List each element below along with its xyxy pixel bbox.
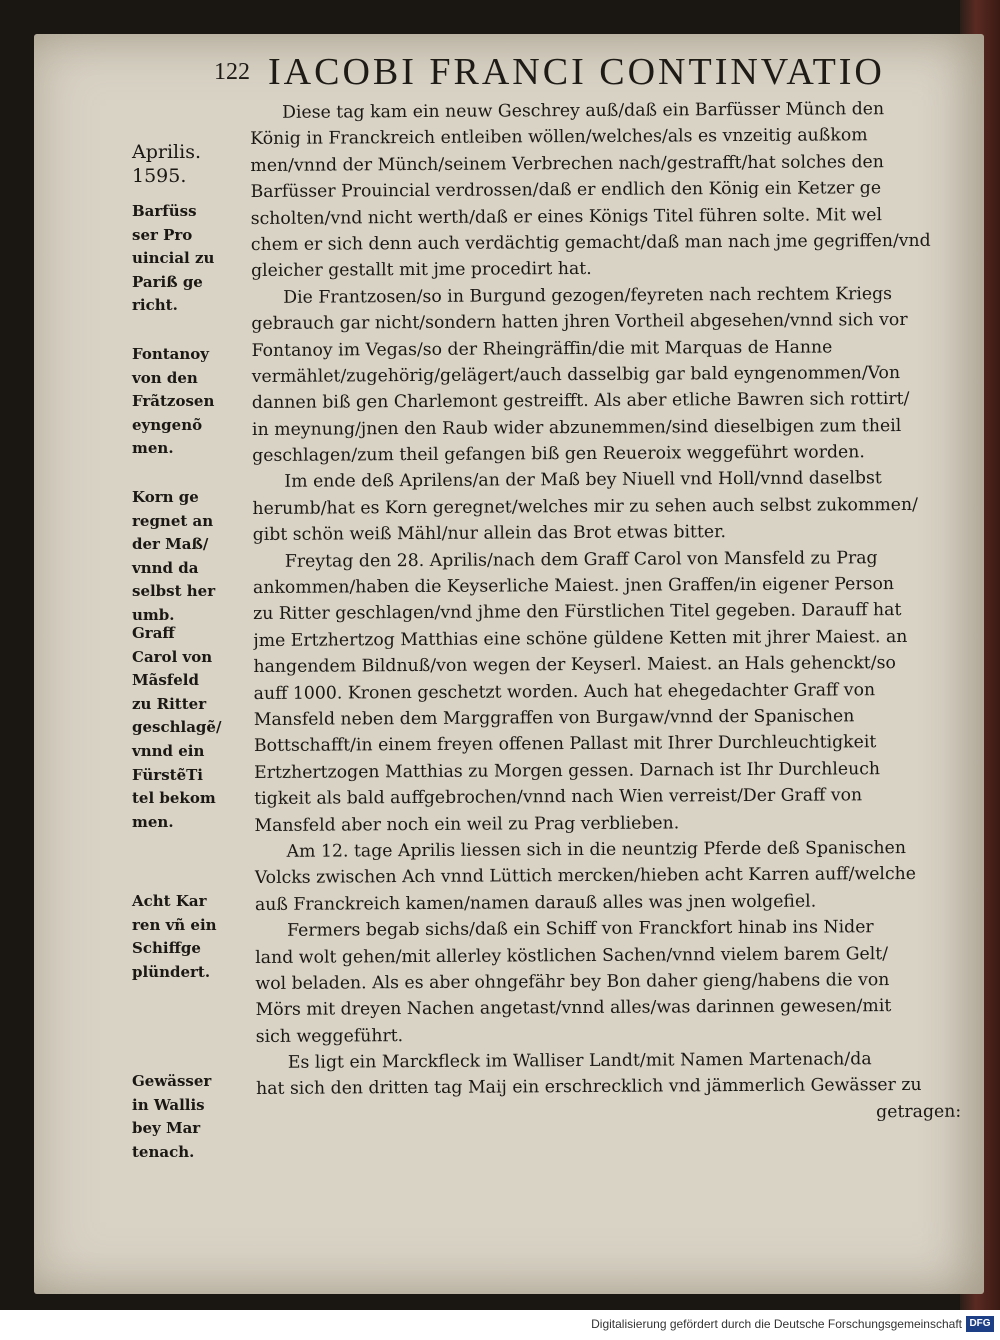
margin-note bbox=[132, 140, 262, 188]
text-line: dannen biß gen Charlemont gestreifft. Als aber etliche Bawren sich rottirt/ bbox=[251, 389, 910, 414]
margin-note-line: vnnd da bbox=[132, 558, 199, 577]
margin-note-line: Acht Kar bbox=[132, 892, 207, 910]
text-line: auß Franckreich kamen/namen darauß alles was jnen wolgefiel. bbox=[254, 891, 817, 915]
margin-note-line: Aprilis. bbox=[132, 141, 201, 163]
margin-note-line: umb. bbox=[132, 605, 175, 624]
text-line: Mansfeld aber noch ein weil zu Prag verblieben. bbox=[254, 812, 680, 836]
margin-note-line: men. bbox=[132, 812, 174, 831]
margin-note-line: Mãsfeld bbox=[132, 671, 199, 690]
text-line: Am 12. tage Aprilis liessen sich in die neuntzig Pferde deß Spanischen bbox=[286, 837, 907, 862]
text-line: in meynung/jnen den Raub wider abzunemmen/sind dieselbigen zum theil bbox=[251, 415, 902, 440]
text-line: Ertzhertzogen Matthias zu Morgen gessen. Darnach ist Ihr Durchleuch bbox=[254, 758, 881, 783]
margin-note-line: in Wallis bbox=[132, 1095, 205, 1114]
margin-note-line: uincial zu bbox=[132, 249, 215, 268]
text-line: gibt schön weiß Mähl/nur allein das Brot etwas bitter. bbox=[252, 522, 727, 546]
margin-note-line: selbst her bbox=[132, 582, 216, 601]
text-line: chem er sich denn auch verdächtig gemacht/daß man nach jme gegriffen/vnd bbox=[250, 230, 931, 255]
dfg-logo: DFG bbox=[966, 1316, 994, 1332]
margin-note-line: tenach. bbox=[132, 1142, 195, 1161]
margin-note-line: FürstẽTi bbox=[132, 765, 203, 784]
text-line: tigkeit als bald auffgebrochen/vnnd nach Wien verreist/Der Graff von bbox=[254, 785, 863, 810]
text-line: König in Franckreich entleiben wöllen/welches/als es vnzeitig außkom bbox=[250, 125, 868, 150]
funding-credit: Digitalisierung gefördert durch die Deutsche Forschungsgemeinschaft bbox=[591, 1317, 962, 1331]
margin-note-line: Gewässer bbox=[132, 1072, 212, 1090]
text-line: Mansfeld neben dem Marggraffen von Burgaw/vnnd der Spanischen bbox=[253, 706, 855, 730]
margin-note-line: Korn ge bbox=[132, 488, 199, 506]
margin-note-line: ren vñ ein bbox=[132, 915, 217, 934]
margin-note-line: Frãtzosen bbox=[132, 392, 215, 411]
text-line: gebrauch gar nicht/sondern hatten jhren Vortheil abgesehen/vnnd sich vor bbox=[251, 310, 908, 335]
margin-note-line: geschlagẽ/ bbox=[132, 718, 222, 737]
text-line: geschlagen/zum theil gefangen biß gen Reueroix weggeführt worden. bbox=[252, 442, 865, 467]
margin-note bbox=[132, 1070, 262, 1164]
margin-note-line: ser Pro bbox=[132, 225, 193, 244]
text-line: zu Ritter geschlagen/vnd jhme den Fürstlichen Titel gegeben. Darauff hat bbox=[253, 600, 902, 625]
main-text bbox=[250, 96, 961, 1130]
margin-note-line: tel bekom bbox=[132, 789, 216, 808]
margin-note-line: Graff bbox=[132, 624, 175, 642]
margin-note-line: Fontanoy bbox=[132, 345, 210, 363]
text-line: herumb/hat es Korn geregnet/welches mir zu sehen auch selbst zukommen/ bbox=[252, 494, 918, 519]
margin-note-line: zu Ritter bbox=[132, 694, 207, 713]
text-line: auff 1000. Kronen geschetzt worden. Auch hat ehegedachter Graff von bbox=[253, 679, 876, 704]
page-header bbox=[214, 50, 885, 94]
text-line: vermählet/zugehörig/gelägert/auch dasselbig gar bald eyngenommen/Von bbox=[251, 362, 901, 387]
running-title: IACOBI FRANCI CONTINVATIO bbox=[268, 51, 885, 93]
page-number: 122 bbox=[214, 58, 250, 85]
margin-note-line: Carol von bbox=[132, 647, 213, 666]
text-line: Fontanoy im Vegas/so der Rheingräffin/die mit Marquas de Hanne bbox=[251, 336, 833, 361]
text-line: Bottschafft/in einem freyen offenen Pallast mit Ihrer Durchleuchtigkeit bbox=[253, 732, 877, 757]
margin-note-line: vnnd ein bbox=[132, 741, 205, 760]
margin-note-line: Barfüss bbox=[132, 202, 197, 220]
margin-note-line: Pariß ge bbox=[132, 272, 203, 291]
margin-note-line: regnet an bbox=[132, 511, 214, 530]
margin-note-line: von den bbox=[132, 368, 198, 387]
text-line: Die Frantzosen/so in Burgund gezogen/feyreten nach rechtem Kriegs bbox=[283, 283, 893, 308]
margin-note-line: richt. bbox=[132, 296, 178, 315]
text-line: Mörs mit dreyen Nachen angetast/vnnd alles/was darinnen gewesen/mit bbox=[255, 996, 892, 1021]
margin-note-line: der Maß/ bbox=[132, 535, 209, 554]
text-line: Diese tag kam ein neuw Geschrey auß/daß ein Barfüsser Münch den bbox=[282, 99, 885, 123]
text-line: getragen: bbox=[876, 1101, 962, 1123]
text-line: hat sich den dritten tag Maij ein erschrecklich vnd jämmerlich Gewässer zu bbox=[255, 1075, 922, 1100]
text-line: ankommen/haben die Keyserliche Maiest. jnen Graffen/in eigener Person bbox=[252, 574, 895, 599]
text-line: hangendem Bildnuß/von wegen der Keyserl. Maiest. an Hals gehenckt/so bbox=[253, 653, 896, 678]
margin-note bbox=[132, 890, 262, 984]
margin-note-line: plündert. bbox=[132, 962, 211, 981]
text-line: sich weggeführt. bbox=[255, 1025, 404, 1047]
text-line: Barfüsser Prouincial verdrossen/daß er endlich den König ein Ketzer ge bbox=[250, 178, 882, 203]
margin-note bbox=[132, 486, 262, 628]
text-line: land wolt gehen/mit allerley köstlichen Sachen/vnnd vielem barem Gelt/ bbox=[255, 943, 889, 968]
text-line: Volcks zwischen Ach vnnd Lüttich mercken/hieben acht Karren auff/welche bbox=[254, 864, 917, 889]
text-line: scholten/vnd nicht werth/daß er eines Königs Titel führen solte. Mit wel bbox=[250, 204, 883, 229]
text-line: jme Ertzhertzog Matthias eine schöne güldene Ketten mit jhrer Maiest. an bbox=[253, 626, 908, 651]
footer-bar bbox=[0, 1310, 1000, 1340]
margin-note-line: 1595. bbox=[132, 165, 187, 187]
text-line: wol beladen. Als es aber ohngefähr bey Bon daher gieng/habens die von bbox=[255, 970, 890, 994]
margin-note-line: eyngenõ bbox=[132, 415, 203, 434]
text-line: Fermers begab sichs/daß ein Schiff von Franckfort hinab ins Nider bbox=[287, 917, 874, 941]
margin-note-line: bey Mar bbox=[132, 1119, 201, 1138]
margin-note bbox=[132, 622, 262, 834]
text-line: Es ligt ein Marckfleck im Walliser Landt/mit Namen Martenach/da bbox=[287, 1049, 872, 1073]
margin-note-line: men. bbox=[132, 439, 174, 458]
text-line: Im ende deß Aprilens/an der Maß bey Niuell vnd Holl/vnnd daselbst bbox=[284, 468, 882, 493]
text-line: Freytag den 28. Aprilis/nach dem Graff Carol von Mansfeld zu Prag bbox=[284, 547, 878, 572]
margin-note bbox=[132, 343, 262, 461]
text-line: gleicher gestallt mit jme procedirt hat. bbox=[250, 259, 592, 282]
margin-note-line: Schiffge bbox=[132, 939, 201, 958]
text-line: men/vnnd der Münch/seinem Verbrechen nach/gestrafft/hat solches den bbox=[250, 151, 884, 176]
margin-note bbox=[132, 200, 262, 318]
